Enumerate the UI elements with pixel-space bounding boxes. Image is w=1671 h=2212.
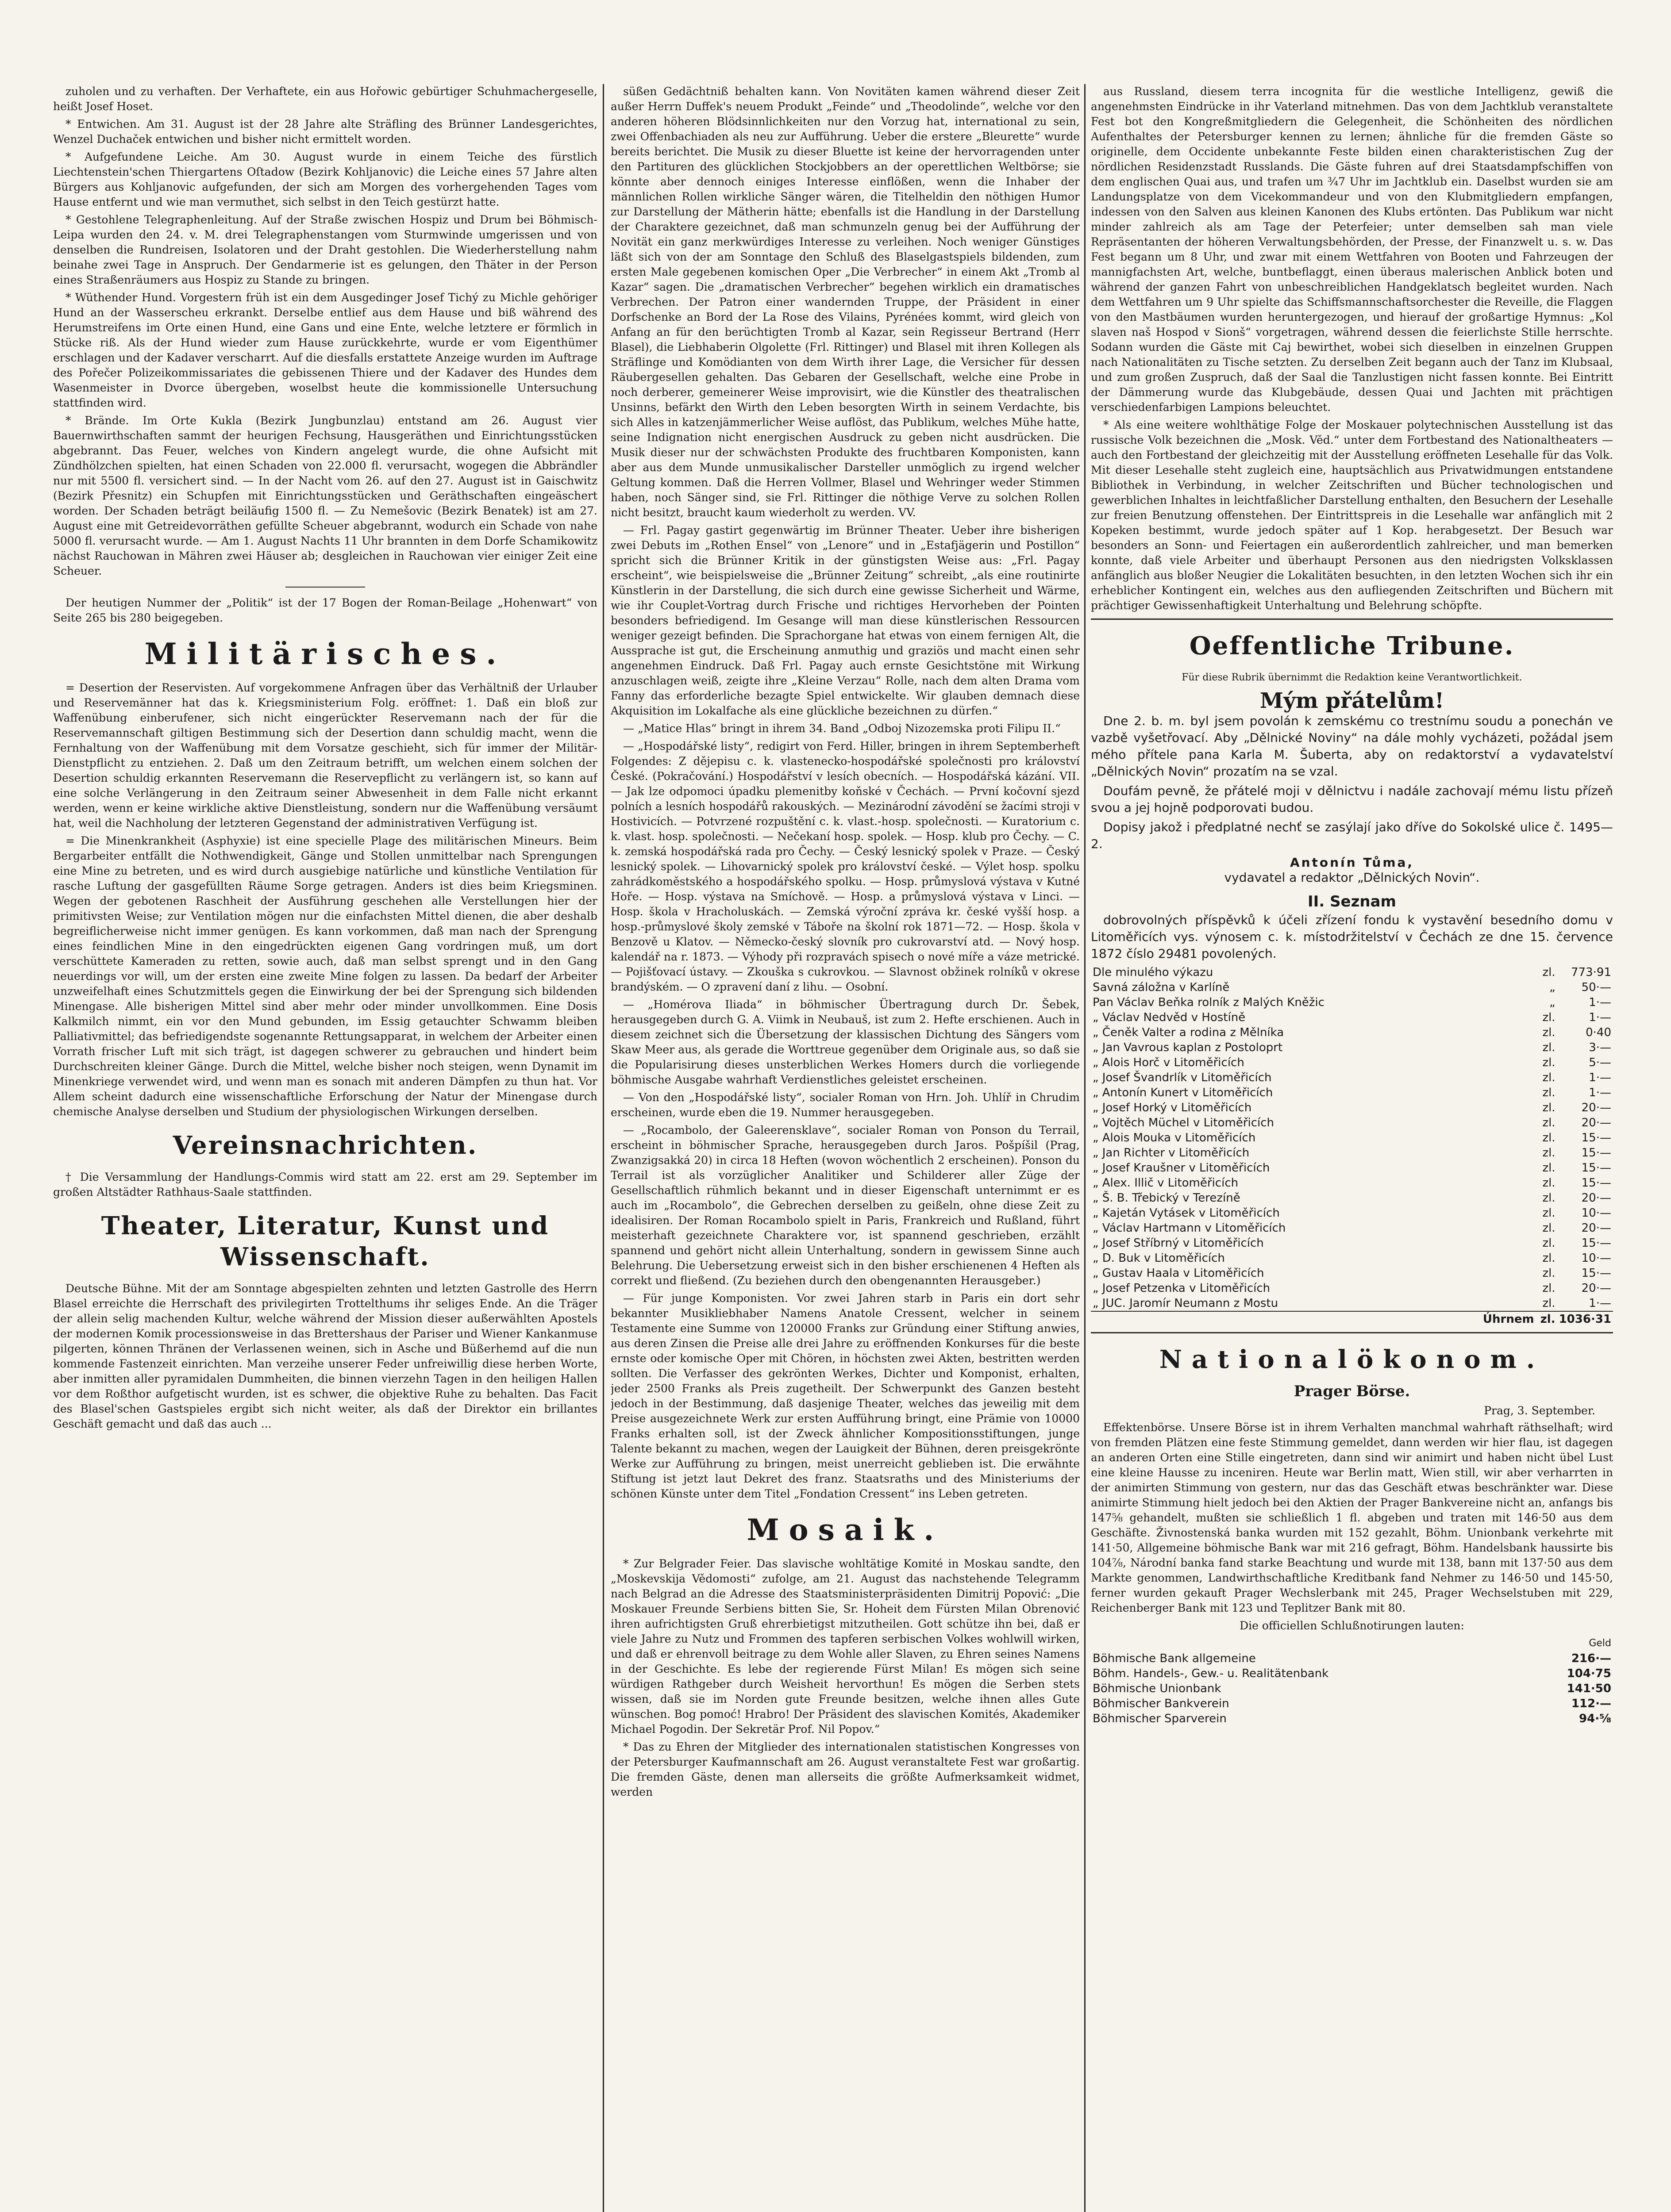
column-left xyxy=(53,84,597,2212)
table-row: Savná záložna v Karlíně „ 50·— xyxy=(1093,981,1611,994)
table-row: „ Alois Horč v Litoměřicích zl. 5·— xyxy=(1093,1056,1611,1069)
paragraph: * Das zu Ehren der Mitglieder des internationalen statistischen Kongresses von der Petersburger Kaufmannschaft am 26. August veranstaltete Fest war großartig. Die fremden Gäste, denen man allerseits die größte Aufmerksamkeit widmet, werden xyxy=(611,1740,1080,1798)
paragraph: * Gestohlene Telegraphenleitung. Auf der Straße zwischen Hospiz und Drum bei Böhmisch-Leipa wurden den 24. v. M. drei Telegraphenstangen vom Sturmwinde umgerissen und von denselben die Rundreisen, Isolatoren und der Draht gestohlen. Die Wiederherstellung nahm beinahe zwei Tage in Anspruch. Der Gendarmerie ist es gelungen, den Thäter in der Person eines Straßenräumers aus Hospiz zu Stande zu bringen. xyxy=(53,213,597,286)
paragraph: — Frl. Pagay gastirt gegenwärtig im Brünner Theater. Ueber ihre bisherigen zwei Debuts im „Rothen Ensel“ von „Lenore“ und in „Estafjägerin und Postillon“ spricht sich die Brünner Kritik in der günstigsten Weise aus: „Frl. Pagay erscheint“, wie beispielsweise die „Brünner Zeitung“ schreibt, „als eine routinirte Künstlerin in der Darstellung, die sich durch eine gewisse Sicherheit und Wärme, wie ihr Couplet-Vortrag durch Frische und richtiges Hervorheben der Pointen besonders befriedigend. Im Gesange will man diese künstlerischen Ressourcen weniger gezeigt befinden. Die Sprachorgane hat etwas von einem fernigen Alt, die Aussprache ist gut, die Erscheinung anmuthig und graziös und macht einen sehr angenehmen Eindruck. Daß Frl. Pagay auch ernste Gesichtstöne mit Wirkung anzuschlagen weiß, zeigte ihre „Kleine Verzau“ Rolle, nach dem alten Drama vom Fanny das erforderliche bezagte Spiel entwickelte. Wir glauben demnach diese Akquisition im Lokalfache als eine glückliche bezeichnen zu dürfen.“ xyxy=(611,524,1080,717)
table-row: Böhmische Unionbank 141·50 xyxy=(1093,1682,1611,1695)
paragraph: Deutsche Bühne. Mit der am Sonntage abgespielten zehnten und letzten Gastrolle des Herrn Blasel erreichte die Herrschaft des privilegirten Trottelthums ihr seliges Ende. An die Träger der allein selig machenden Kultur, welche während der Mission dieser außerwählten Apostels der modernen Komik processionsweise in das Brettershaus der Pariser und Wiener Kankanmuse pilgerten, können Thränen der Verlassenen weinen, sich in Asche und Büßerhemd auf die nun kommende Fastenzeit einrichten. Man verzeihe unserer Feder unfreiwillig diese herben Worte, aber inmitten aller pyramidalen Dummheiten, die binnen vierzehn Tagen in den heiligen Hallen vor dem Roßthor aufgetischt wurden, ist es schwer, die objektive Ruhe zu behalten. Das Facit des Blasel'schen Gastspieles ergibt sich nicht weiter, als daß der Direktor ein brillantes Geschäft gemacht und daß das auch ... xyxy=(53,1282,597,1430)
table-row: „ Jan Richter v Litoměřicích zl. 15·— xyxy=(1093,1146,1611,1160)
table-row: „ Josef Horký v Litoměřicích zl. 20·— xyxy=(1093,1101,1611,1114)
section-title-nation: Nationalökonom. xyxy=(1159,1345,1545,1374)
section-title-tribune: Oeffentliche Tribune. xyxy=(1189,631,1515,661)
table-row: „ Josef Švandrlík v Litoměřicích zl. 1·— xyxy=(1093,1071,1611,1084)
paragraph: = Desertion der Reservisten. Auf vorgekommene Anfragen über das Verhältniß der Urlauber und Reservemänner hat das k. Kriegsministerium Folg. eröffnet: 1. Daß ein bloß zur Waffenübung einberufener, sich nicht eingerückter Reservemann nach der für die Reservemannschaft giltigen Bestimmung sich der Desertion dann schuldig macht, wenn die Fernhaltung von der Waffenübung mit dem Vorsatze geschieht, sich für immer der Militär-Dienstpflicht zu entziehen. 2. Daß um den Zeitraum betrifft, um welchen einem solchen der Desertion schuldig erkannten Reservemann die Reservepflicht zu verlängern ist, so kann auf eine solche Verlängerung in den Zeitraum seiner Abwesenheit in dem Falle nicht erkannt werden, wenn er keine wirkliche aktive Dienstleistung, sondern nur die Waffenübung versäumt hat, weil die Nachholung der letzteren Gegenstand der administrativen Verfügung ist. xyxy=(53,681,597,830)
divider xyxy=(1091,1332,1613,1333)
section-title-verein: Vereinsnachrichten. xyxy=(173,1131,478,1160)
table-row: Böhm. Handels-, Gew.- u. Realitätenbank 104·75 xyxy=(1093,1667,1611,1680)
table-row: Pan Václav Beňka rolník z Malých Kněžic „ 1·— xyxy=(1093,996,1611,1009)
paragraph: Doufám pevně, že přátelé moji v dělnictvu i nadále zachovají mému listu přízeň svou a jej hojně podporovati budou. xyxy=(1091,783,1613,815)
table-row: Böhmischer Bankverein 112·— xyxy=(1093,1697,1611,1710)
subsection-title-borse: Prager Börse. xyxy=(1294,1382,1410,1400)
list-intro: dobrovolných příspěvků k účeli zřízení fondu k vystavění besedního domu v Litoměřicích vys. výnosem c. k. místodržitelství v Čechách ze dne 15. července 1872 číslo 29481 povolených. xyxy=(1091,913,1613,961)
donations-table xyxy=(1091,965,1613,1327)
section-title-theater: Theater, Literatur, Kunst und Wissenschaft. xyxy=(101,1211,550,1271)
column-right xyxy=(1091,84,1613,2212)
quotes-intro: Die officiellen Schlußnotirungen lauten: xyxy=(1240,1619,1464,1632)
table-row: „ Josef Kraušner v Litoměřicích zl. 15·— xyxy=(1093,1161,1611,1175)
paragraph: * Aufgefundene Leiche. Am 30. August wurde in einem Teiche des fürstlich Liechtenstein'schen Thiergartens Oſtadow (Bezirk Kohljanovic) die Leiche eines 57 Jahre alten Bürgers aus Kohljanovic aufgefunden, der sich am Morgen des vorhergehenden Tages vom Hause entfernt und wie man vermuthet, sich selbst in den Teich gestürzt hatte. xyxy=(53,150,597,208)
paragraph: * Als eine weitere wohlthätige Folge der Moskauer polytechnischen Ausstellung ist das russische Volk bezeichnen die „Mosk. Věd.“ unter dem Fortbestand des Nationaltheaters — auch den Fortbestand der gleichzeitig mit der Ausstellung eröffneten Lesehalle für das Volk. Mit dieser Lesehalle steht zugleich eine, hauptsächlich aus Privatwidmungen entstandene Bibliothek in Verbindung, in welcher Zeitschriften und Bücher technologischen und gewerblichen Inhaltes in leichtfaßlicher Darstellung enthalten, den Besuchern der Lesehalle zur freien Benutzung offenstehen. Der Eintrittspreis in die Lesehalle war anfänglich mit 2 Kopeken bestimmt, wurde jedoch später auf 1 Kop. herabgesetzt. Der Besuch war besonders an Sonn- und Feiertagen ein außerordentlich zahlreicher, und man bemerken konnte, daß viele Arbeiter und überhaupt Personen aus den niedrigsten Volksklassen anfänglich aus bloßer Neugier die Lokalitäten besuchten, in den letzten Wochen sich ihr ein erheblicher Kontingent ein, welches aus den aufliegenden Zeitschriften und Büchern mit prächtiger Gewissenhaftigkeit Unterhaltung und Belehrung schöpfte. xyxy=(1091,419,1613,612)
paragraph: Effektenbörse. Unsere Börse ist in ihrem Verhalten manchmal wahrhaft räthselhaft; wird von fremden Plätzen eine feste Stimmung gemeldet, dann werden wir hier flau, ist dagegen an anderen Orten eine Stille eingetreten, dann sind wir animirt und haben nicht übel Lust eine kleine Hausse zu inceniren. Heute war Berlin matt, Wien still, wir aber verharrten in der animirten Stimmung von gestern, nur das das Geschäft etwas beschränkter war. Diese animirte Stimmung hielt jedoch bei den Aktien der Prager Bankvereine nicht an, anfangs bis 147⅝ gehandelt, mußten sie schließlich 1 fl. abgeben und traten mit 146·50 aus dem Geschäfte. Živnostenská banka wurden mit 152 gezahlt, Böhm. Unionbank verkehrte mit 141·50, Allgemeine böhmische Bank war mit 216 gefragt, Böhm. Handelsbank haussirte bis 104⅞, Národní banka fand starke Beachtung und wurde mit 138, bann mit 137·50 aus dem Markte genommen, Landwirthschaftliche Kreditbank fand Nehmer zu 146·50 und 145·50, ferner wurden gekauft Prager Wechslerbank mit 245, Prager Wechselstuben mit 229, Reichenberger Bank mit 123 und Teplitzer Bank mit 80. xyxy=(1091,1421,1613,1614)
table-row: „ Vojtěch Müchel v Litoměřicích zl. 20·— xyxy=(1093,1116,1611,1129)
section-title-mosaik: Mosaik. xyxy=(747,1513,944,1547)
supplement-note: Der heutigen Nummer der „Politik“ ist der 17 Bogen der Roman-Beilage „Hohenwart“ von Seite 265 bis 280 beigegeben. xyxy=(53,596,597,624)
list-title: II. Seznam xyxy=(1308,893,1396,910)
table-row: „ Antonín Kunert v Litoměřicích zl. 1·— xyxy=(1093,1086,1611,1099)
paragraph: aus Russland, diesem terra incognita für die westliche Intelligenz, gewiß die angenehmsten Eindrücke in ihr Vaterland mitnehmen. Das von dem Jachtklub veranstaltete Fest bot den Kongreßmitgliedern die Gelegenheit, die Schönheiten des nördlichen Aufenthaltes der Petersburger kennen zu lernen; ähnliche für die fremden Gäste so originelle, dem Occidente unbekannte Feste bilden einen charakteristischen Zug der nördlichen Residenzstadt Russlands. Die Gäste fuhren auf drei Staatsdampfschiffen von dem englischen Quai aus, und trafen um ¾7 Uhr im Jachtklub ein. Daselbst wurden sie am Landungsplatze von dem Vicekommandeur und von den Klubmitgliedern empfangen, indessen von den Salven aus kleinen Kanonen des Klubs ertönten. Das Publikum war nicht minder zahlreich als am Tage der Peterfeier; unter demselben sah man viele Repräsentanten der höheren Verwaltungsbehörden, der Presse, der Finanzwelt u. s. w. Das Fest begann um 8 Uhr, und zwar mit einem Wettfahren von Booten und Fahrzeugen der mannigfachsten Art, welche, buntbeflaggt, einen überaus malerischen Anblick boten und während der ganzen Fahrt von unbeschreiblichen Handgeklatsch begleitet wurden. Nach dem Wettfahren um 9 Uhr spielte das Schiffsmannschaftsorchester die Reveille, die Flaggen von den Mastbäumen wurden heruntergezogen, und hierauf der großartige Hymnus: „Kol slaven naš Hospod v Sionš“ vorgetragen, während dessen die feierlichste Stille herrschte. Sodann wurden die Gäste mit Caj bewirthet, wobei sich dieselben in einzelnen Gruppen nach Nationalitäten zu Tische setzten. Zu derselben Zeit begann auch der Tanz im Klubsaal, und zum großen Zuspruch, daß der Saal die Tanzlustigen nicht fassen konnte. Bei Eintritt der Dämmerung wurde das Klubgebäude, dessen Quai und Jachten mit prächtigen verschiedenfarbigen Lampions beleuchtet. xyxy=(1091,85,1613,414)
column-middle xyxy=(611,84,1080,2212)
paragraph: † Die Versammlung der Handlungs-Commis wird statt am 22. erst am 29. September im großen Altstädter Rathhaus-Saale stattfinden. xyxy=(53,1171,597,1198)
table-row: „ Alois Mouka v Litoměřicích zl. 15·— xyxy=(1093,1131,1611,1144)
paragraph: — „Matice Hlas“ bringt in ihrem 34. Band „Odboj Nizozemska proti Filipu II.“ xyxy=(623,722,1061,735)
quotes-table xyxy=(1091,1636,1613,1726)
table-row: Böhmischer Sparverein 94·⅝ xyxy=(1093,1712,1611,1725)
table-row: „ Gustav Haala v Litoměřicích zl. 15·— xyxy=(1093,1267,1611,1280)
divider xyxy=(285,587,365,588)
paragraph: — Für junge Komponisten. Vor zwei Jahren starb in Paris ein dort sehr bekannter Musikliebhaber Namens Anatole Cressent, welcher in seinem Testamente eine Summe von 120000 Franks zur Gründung einer Stiftung anwies, aus deren Zinsen die Preise alle drei Jahre zu eröffnenden Konkurses für die beste ernste oder komische Oper mit Chören, in höchsten zwei Akten, bestritten werden sollten. Die Verfasser des gekrönten Werkes, Dichter und Komponist, erhalten, jeder 2500 Franks als Preis zugetheilt. Der Schwerpunkt des Ganzen besteht jedoch in der Bestimmung, daß dasjenige Theater, welches das jeweilig mit dem Preise ausgezeichnete Werk zur ersten Aufführung bringt, eine Prämie von 10000 Franks erhalten soll, ist der Zweck ähnlicher Kompositionsstiftungen, junge Talente bekannt zu machen, wegen der Lauigkeit der Bühnen, deren preisgekrönte Werke zur Aufführung zu bringen, meist unerreicht geblieben ist. Die erwähnte Stiftung ist jetzt laut Dekret des franz. Staatsraths und des Ministeriums der schönen Künste unter dem Titel „Fondation Cressent“ ins Leben getreten. xyxy=(611,1292,1080,1500)
column-rule xyxy=(1084,84,1086,2212)
table-row: „ Josef Petzenka v Litoměřicích zl. 20·— xyxy=(1093,1282,1611,1295)
paragraph: — „Rocambolo, der Galeerensklave“, socialer Roman von Ponson du Terrail, erscheint in böhmischer Sprache, herausgegeben durch Jaros. Pošpíšil (Prag, Zwanzigsakká 20) in circa 18 Heften (wovon wöchentlich 2 erscheinen). Ponson du Terrail ist als vorzüglicher Analitiker und Schilderer aller Züge der Gesellschaftlich rühmlich bekannt und in dieser Eigenschaft unternimmt er es auch im „Rocambolo“, die Gebrechen derselben zu geißeln, ohne diese Zeit zu idealisiren. Der Roman Rocambolo spielt in Paris, Frankreich und Rußland, führt meisterhaft gezeichnete Charaktere vor, ist spannend geschrieben, erzählt spannend und gehört nicht allein Unterhaltung, sondern in gewissem Sinne auch Belehrung. Die Uebersetzung erweist sich in den bisher erschienenen 4 Heften als correkt und fließend. (Zu beziehen durch den obengenannten Herausgeber.) xyxy=(611,1124,1080,1287)
paragraph: * Entwichen. Am 31. August ist der 28 Jahre alte Sträfling des Brünner Landesgerichtes, Wenzel Duchaček entwichen und bisher nicht ermittelt worden. xyxy=(53,118,597,146)
disclaimer-note: Für diese Rubrik übernimmt die Redaktion keine Verantwortlichkeit. xyxy=(1182,672,1522,683)
table-row: „ D. Buk v Litoměřicích zl. 10·— xyxy=(1093,1252,1611,1265)
letter-title: Mým přátelům! xyxy=(1259,688,1444,713)
paragraph: — „Homérova Iliada“ in böhmischer Übertragung durch Dr. Šebek, herausgegeben durch G. A. Viimk in Neubauš, ist zum 2. Hefte erschienen. Auch in diesem zeichnet sich die Übersetzung der klassischen Dichtung des Sängers vom Skaw Meer aus, als gerade die Worttreue gegenüber dem Originale aus, so daß sie die Popularisirung dieses unsterblichen Werkes Homers durch die vorliegende böhmische Ausgabe wahrhaft Verdienstliches geleistet erscheinen. xyxy=(611,998,1080,1086)
paragraph: — Von den „Hospodářské listy“, socialer Roman von Hrn. Joh. Uhlíř in Chrudim erscheinen, wurde eben die 19. Nummer herausgegeben. xyxy=(611,1091,1080,1119)
table-row: Böhmische Bank allgemeine 216·— xyxy=(1093,1652,1611,1665)
signature-name: Antonín Tůma, xyxy=(1290,855,1414,870)
dateline: Prag, 3. September. xyxy=(1484,1404,1595,1417)
table-row: „ JUC. Jaromír Neumann z Mostu zl. 1·— xyxy=(1093,1297,1611,1310)
section-title-militar: Militärisches. xyxy=(144,637,506,671)
paragraph: Dopisy jakož i předplatné nechť se zasýlají jako dříve do Sokolské ulice č. 1495—2. xyxy=(1091,820,1613,851)
table-row: „ Čeněk Valter a rodina z Mělníka zl. 0·40 xyxy=(1093,1026,1611,1039)
paragraph: zuholen und zu verhaften. Der Verhaftete, ein aus Hořowic gebürtiger Schuhmachergeselle, heißt Josef Hoset. xyxy=(53,85,597,113)
column-rule xyxy=(603,84,604,2212)
paragraph: * Zur Belgrader Feier. Das slavische wohltätige Komité in Moskau sandte, den „Moskevskija Vědomosti“ zufolge, am 21. August das nachstehende Telegramm nach Belgrad an die Adresse des Staatsministerpräsidenten Dimitrij Popović: „Die Moskauer Freunde Serbiens bitten Sie, Sr. Hoheit dem Fürsten Milan Obrenović ihren aufrichtigsten Gruß ehrerbietigst mitzutheilen. Gott schütze ihn bei, daß er viele Jahre zu Nutz und Frommen des tapferen serbischen Volkes wohlwill wirken, und daß er ehrenvoll beitrage zu dem Wohle aller Slaven, zu Ehren seines Namens in der Geschichte. Es lebe der regierende Fürst Milan! Es mögen sich seine würdigen Rathgeber durch Weisheit hervorthun! Es mögen die Serben stets wissen, daß sie im Norden gute Freunde besitzen, welche ihnen alles Gute wünschen. Bog pomoć! Hrabro! Der Präsident des slavischen Komités, Akademiker Michael Pogodin. Der Sekretär Prof. Nil Popov.“ xyxy=(611,1557,1080,1736)
table-row: „ Kajetán Vytásek v Litoměřicích zl. 10·— xyxy=(1093,1206,1611,1220)
table-row: „ Š. B. Třebický v Terezíně zl. 20·— xyxy=(1093,1191,1611,1205)
signature-block xyxy=(1091,855,1613,885)
paragraph: süßen Gedächtniß behalten kann. Von Novitäten kamen während dieser Zeit außer Herrn Duffek's neuem Produkt „Feinde“ und „Theodolinde“, welche vor den anderen höheren Blödsinnlichkeiten nur den Vorzug hat, international zu sein, zwei Offenbachiaden als neu zur Aufführung. Ueber die erstere „Bleurette“ wurde bereits berichtet. Die Musik zu dieser Bluette ist keine der hervorragenden unter den Partituren des glücklichen Stockjobbers an der operettlichen Weltbörse; sie könnte aber dennoch einiges Interesse einflößen, wenn die Inhaber der männlichen Rollen wirkliche Sänger wären, die Titelheldin den nöthigen Humor zur Darstellung der Mätherin hätte; ebenfalls ist die Handlung in der Darstellung der Charaktere gezeichnet, daß man schmunzeln genug bei der Aufführung der Novität ein ganz merkwürdiges Interesse zu verleihen. Noch weniger Günstiges läßt sich von der am Sonntage den Schluß des Blaselgastspiels bildenden, zum ersten Male gegebenen komischen Oper „Die Verbrecher“ in einem Akt „Tromb al Kazar“ sagen. Die „dramatischen Verbrecher“ begehen wirklich ein dramatisches Verbrechen. Der Patron einer wandernden Truppe, der Präsident in einer Dorfschenke an Bord der La Rose des Vilains, Pyrénées kommt, wird gleich von Anfang an für den berüchtigten Tromb al Kazar, sein Regisseur Bertrand (Herr Blasel), die Liebhaberin Olgolette (Frl. Rittinger) und Blasel mit ihren Kollegen als Sträflinge und Komödianten von dem Wirth ihrer Lage, die Versicher für dessen Räubergesellen gehalten. Das Gebaren der Gesellschaft, welche eine Probe in noch derberer, gemeinerer Weise improvisirt, wie die Künstler des theatralischen Unsinns, befärkt den Wirth den Leben besorgten Wirth in seinem Verdachte, bis sich Alles in katzenjämmerlicher Weise auflöst, das Publikum, welches Mühe hatte, seine Indignation nicht energischen Ausdruck zu geben nicht ausdrücken. Die Musik dieser nur der schwächsten Produkte des fruchtbaren Komponisten, kann aber aus dem Munde unmusikalischer Darsteller unmöglich zu irgend welcher Geltung kommen. Daß die Herren Vollmer, Blasel und Wehringer weder Stimmen haben, noch Sänger sind, sie Frl. Rittinger die nöthige Verve zu solchen Rollen nicht besitzt, braucht kaum wiederholt zu werden. VV. xyxy=(611,85,1080,519)
paragraph: = Die Minenkrankheit (Asphyxie) ist eine specielle Plage des militärischen Mineurs. Beim Bergarbeiter entfällt die Nothwendigkeit, Gänge und Stollen unmittelbar nach Sprengungen eine Mine zu betreten, und es wird durch ausgiebige natürliche und künstliche Ventilation für rasche Luftung der gasgefüllten Räume Sorge getragen. Anders ist dies beim Kriegsminen. Wegen der gebotenen Raschheit der Ausführung geschehen alle Verstellungen hier der primitivsten Weise; zur Ventilation mögen nur die einfachsten Mittel dienen, die aber deshalb begreiflicherweise nicht immer genügen. Es kann vorkommen, daß man nach der Sprengung eines feindlichen Mine in den eingedrückten eigenen Gang vordringen muß, um dort verschüttete Kameraden zu retten, sowie auch, daß man selbst sprengt und in den Gang neuerdings vor will, um der ersten eine zweite Mine folgen zu lassen. Da bedarf der Arbeiter unzweifelhaft eines Schutzmittels gegen die Einwirkung der bei der Sprengung sich bildenden Minengase. Alle bisherigen Mittel sind aber mehr oder minder unvollkommen. Eine Dosis Kalkmilch nimmt, ein vor den Mund gebunden, im Essig getauchter Schwamm bleiben Palliativmittel; das befriedigendste sogenannte Rettungsapparat, in welchem der Arbeiter einen Vorrath frischer Luft mit sich trägt, ist dagegen schwerer zu gebrauchen und hindert beim Durchschreiten kleiner Gänge. Durch die Mittel, welche bisher noch steigen, wenn Dynamit im Minenkriege verwendet wird, und wenn man es sonach mit anderen Dämpfen zu thun hat. Vor Allem scheint dadurch eine wissenschaftliche Erforschung der Natur der Minengase durch chemische Analyse derselben und Studium der physiologischen Wirkungen derselben. xyxy=(53,834,597,1118)
column-header: Geld xyxy=(1589,1638,1611,1649)
paragraph: * Wüthender Hund. Vorgestern früh ist ein dem Ausgedinger Josef Tichý zu Michle gehöriger Hund an der Wasserscheu erkrankt. Derselbe entlief aus dem Hause und biß während des Herumstreifens im Orte einen Hund, eine Gans und eine Ente, welche letztere er förmlich in Stücke riß. Als der Hund wieder zum Hause zurückkehrte, wurde er vom Eigenthümer erschlagen und der Kadaver verscharrt. Auf die diesfalls erstattete Anzeige wurden im Auftrage des Pořečer Polizeikommissariates die gebissenen Thiere und der Kadaver des Hundes dem Wasenmeister in Dvorce übergeben, woselbst heute die kommissionelle Untersuchung stattfinden wird. xyxy=(53,291,597,409)
signature-role: vydavatel a redaktor „Dělnických Novin“. xyxy=(1224,870,1480,885)
table-row: Dle minulého výkazu zl. 773·91 xyxy=(1093,966,1611,979)
table-row: „ Alex. Illič v Litoměřicích zl. 15·— xyxy=(1093,1176,1611,1190)
paragraph: Dne 2. b. m. byl jsem povolán k zemskému co trestnímu soudu a ponechán ve vazbě vyšetřovací. Aby „Dělnické Noviny“ na dále mohly vycházeti, požádal jsem mého přítele pana Karla M. Šuberta, aby on redaktorství a vydavatelství „Dělnických Novin“ prozatím na se vzal. xyxy=(1091,714,1613,779)
table-row: „ Václav Hartmann v Litoměřicích zl. 20·— xyxy=(1093,1221,1611,1235)
table-row: „ Jan Vavrous kaplan z Postoloprt zl. 3·— xyxy=(1093,1041,1611,1054)
table-total-row: Úhrnem zl. 1036·31 xyxy=(1091,1311,1613,1327)
paragraph: — „Hospodářské listy“, redigirt von Ferd. Hiller, bringen in ihrem Septemberheft Folgendes: Z dějepisu c. k. vlastenecko-hospodářské společnosti pro království České. (Pokračování.) Hospodářství v lesích obecních. — Hospodářská kázání. VII. — Jak lze odpomoci úpadku plemenitby koňské v Čechách. — První kočovní sjezd polních a lesních hospodářů rakouských. — Mezinárodní závodění se žacími stroji v Hostivicích. — Potvrzené rozpuštění c. k. vlast.-hosp. společnosti. — Kuratorium c. k. vlast. hosp. společnosti. — Nečekaní hosp. spolek. — Hosp. klub pro Čechy. — C. k. zemská hospodářská rada pro Čechy. — Český lesnický spolek v Praze. — Český lesnický spolek. — Lihovarnický spolek pro království české. — Výlet hosp. spolku zahrádkoměstského a hospodářského spolku. — Hosp. průmyslová výstava v Kutné Hoře. — Hosp. výstava na Smíchově. — Hosp. a průmyslová výstava v Linci. — Hosp. škola v Hracholuskách. — Zemská výroční zpráva kr. české vyšší hosp. a hosp.-průmyslové školy zemské v Táboře na školní rok 1871—72. — Hosp. škola v Benzově u Klatov. — Německo-český slovník pro cukrovarství atd. — Nový hosp. kalendář na r. 1873. — Výhody při rozpravách spisech o nové míře a váze metrické. — Pojišťovací ústavy. — Zkouška s cukrovkou. — Slavnost obžinek rolníků v okrese brandýském. — O zpravení daní z lihu. — Osobní. xyxy=(611,740,1080,993)
paragraph: * Brände. Im Orte Kukla (Bezirk Jungbunzlau) entstand am 26. August vier Bauernwirthschaften sammt der heurigen Fechsung, Hausgeräthen und Einrichtungsstücken abgebrannt. Das Feuer, welches von Kindern angelegt wurde, die ohne Aufsicht mit Zündhölzchen spielten, hat einen Schaden von 22.000 fl. verursacht, wogegen die Abbrändler nur mit 5500 fl. versichert sind. — In der Nacht vom 26. auf den 27. August ist in Gaischwitz (Bezirk Přesnitz) ein Schupfen mit Einrichtungsstücken und Geräthschaften eingeäschert worden. Der Schaden beträgt beiläufig 1500 fl. — Zu Nemešovic (Bezirk Benatek) ist am 27. August eine mit Getreidevorräthen gefüllte Scheuer abgebrannt, wodurch ein Schade von nahe 5000 fl. verursacht wurde. — Am 1. August Nachts 11 Uhr brannten in dem Dorfe Schamikowitz nächst Rauchowan in Mähren zwei Häuser ab; desgleichen in Rauchowan vier einiger Zeit eine Scheuer. xyxy=(53,414,597,577)
table-row: „ Josef Stříbrný v Litoměřicích zl. 15·— xyxy=(1093,1237,1611,1250)
table-row: „ Václav Nedvěd v Hostíně zl. 1·— xyxy=(1093,1011,1611,1024)
divider xyxy=(1091,618,1613,620)
